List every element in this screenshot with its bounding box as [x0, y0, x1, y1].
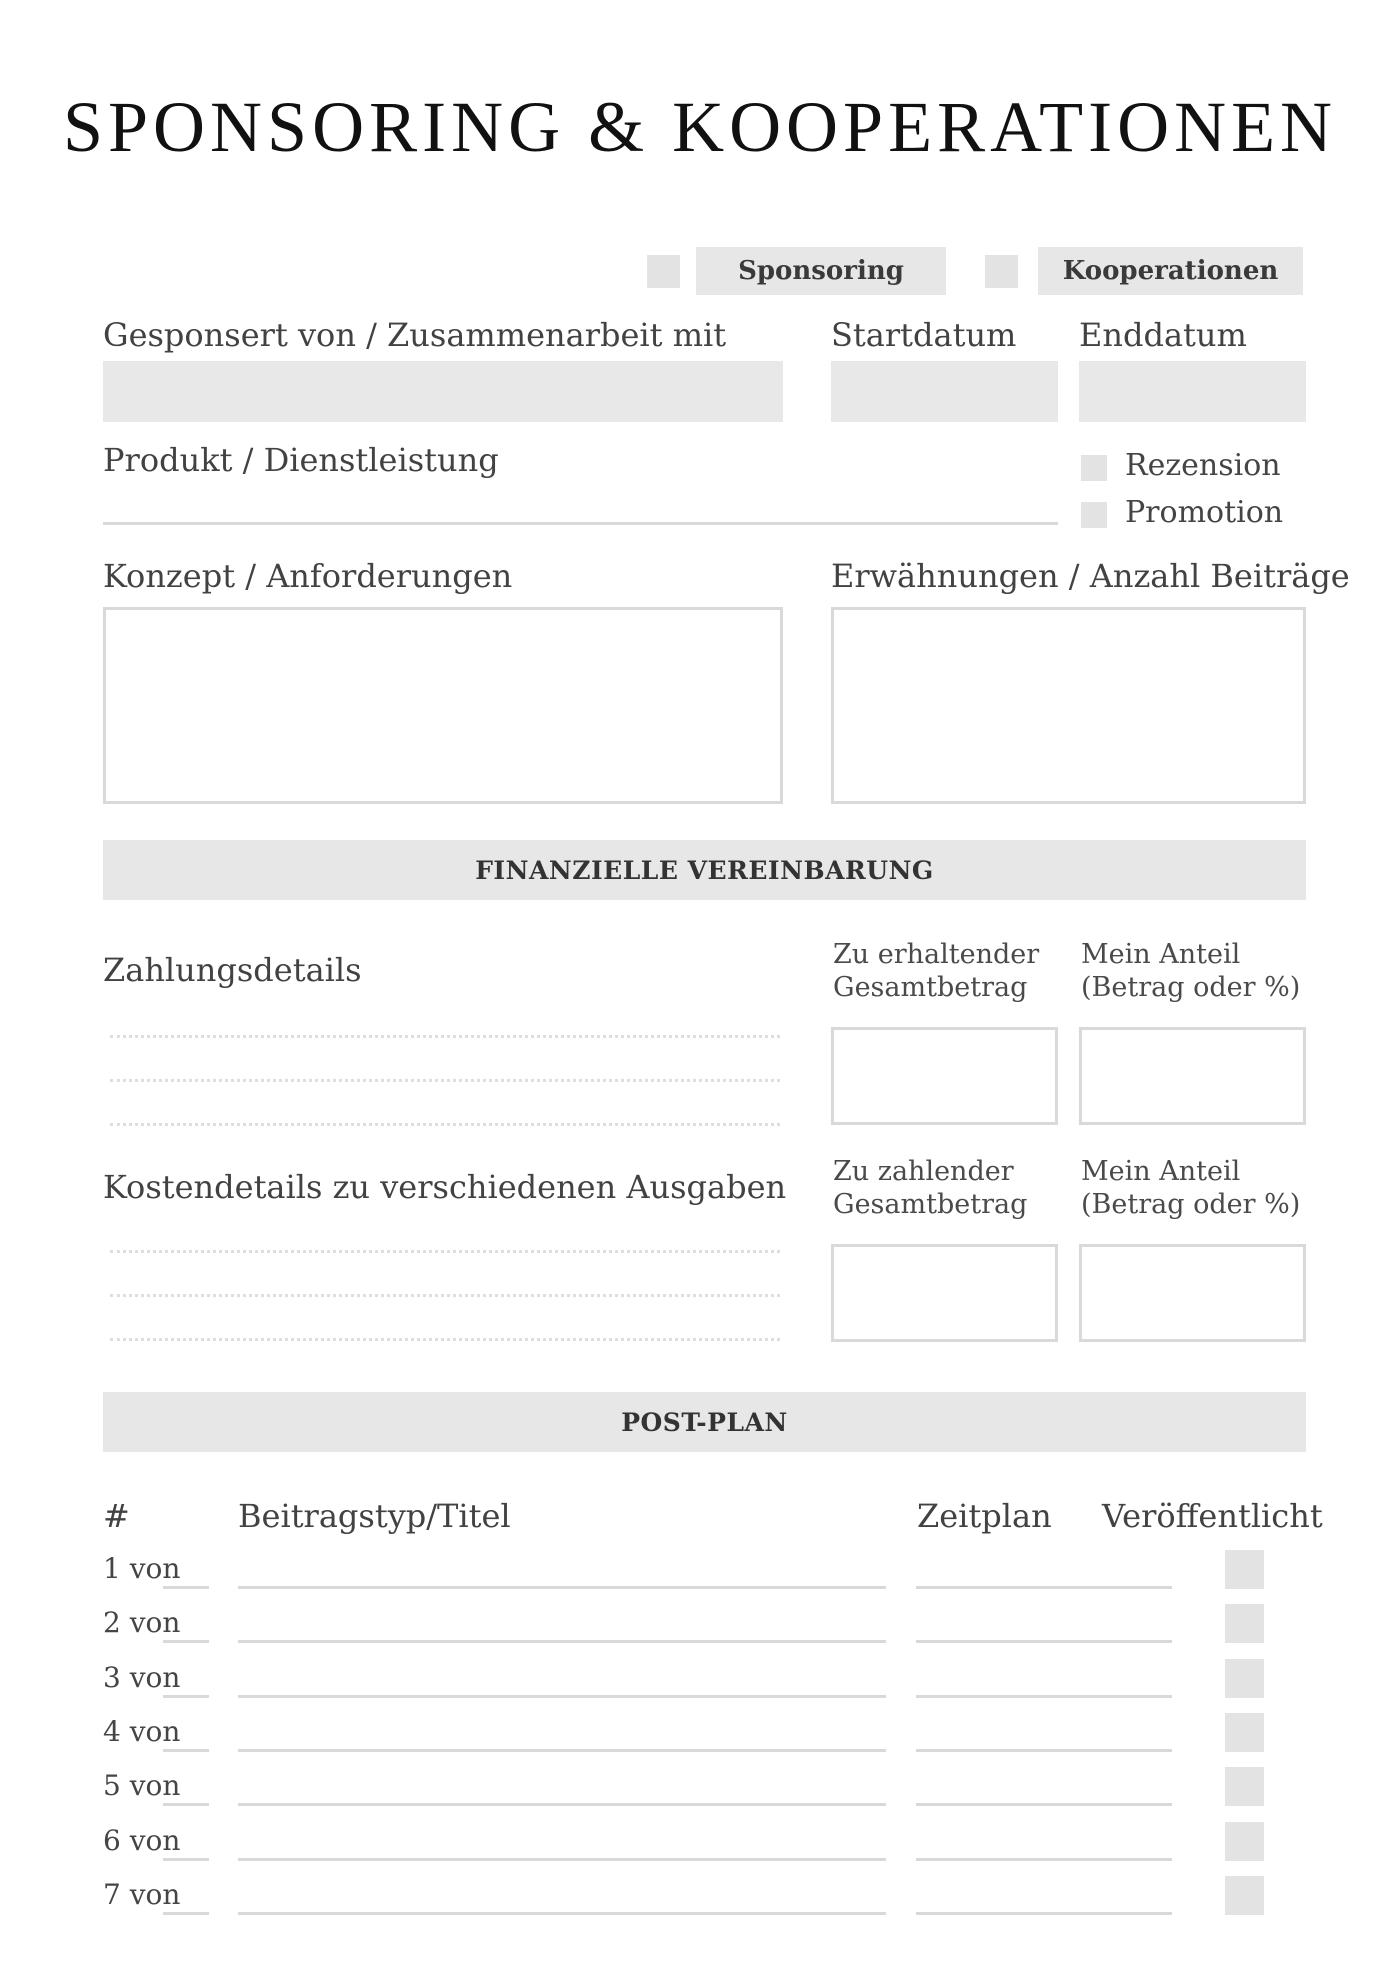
product-label: Produkt / Dienstleistung — [103, 441, 499, 479]
concept-label: Konzept / Anforderungen — [103, 557, 513, 595]
row-title-line[interactable] — [238, 1695, 886, 1698]
row-schedule-line[interactable] — [916, 1858, 1172, 1861]
row-number-label: 6 von — [103, 1824, 181, 1857]
row-total-line[interactable] — [163, 1912, 209, 1915]
sponsor-field[interactable] — [103, 361, 783, 422]
payment-details-label: Zahlungsdetails — [103, 951, 362, 989]
receive-total-field[interactable] — [831, 1027, 1058, 1125]
cost-details-label: Kostendetails zu verschiedenen Ausgaben — [103, 1168, 787, 1206]
payment-line[interactable] — [110, 1079, 780, 1082]
product-line[interactable] — [103, 522, 1058, 525]
row-total-line[interactable] — [163, 1695, 209, 1698]
sponsoring-label: Sponsoring — [696, 247, 946, 295]
published-checkbox[interactable] — [1225, 1713, 1264, 1752]
cost-line[interactable] — [110, 1294, 780, 1297]
col-number: # — [103, 1497, 130, 1535]
published-checkbox[interactable] — [1225, 1659, 1264, 1698]
my-share-b-label — [1081, 1155, 1300, 1221]
published-checkbox[interactable] — [1225, 1550, 1264, 1589]
row-title-line[interactable] — [238, 1803, 886, 1806]
finance-heading: FINANZIELLE VEREINBARUNG — [103, 840, 1306, 900]
col-type: Beitragstyp/Titel — [238, 1497, 511, 1535]
payment-line[interactable] — [110, 1035, 780, 1038]
my-share-field[interactable] — [1079, 1027, 1306, 1125]
published-checkbox[interactable] — [1225, 1767, 1264, 1806]
row-number-label: 1 von — [103, 1552, 181, 1585]
mentions-box[interactable] — [831, 607, 1306, 804]
row-total-line[interactable] — [163, 1858, 209, 1861]
my-share-b-line1: Mein Anteil — [1081, 1156, 1241, 1187]
my-share-b-field[interactable] — [1079, 1244, 1306, 1342]
row-title-line[interactable] — [238, 1640, 886, 1643]
published-checkbox[interactable] — [1225, 1822, 1264, 1861]
pay-total-label — [833, 1155, 1027, 1221]
mentions-label: Erwähnungen / Anzahl Beiträge — [831, 557, 1350, 595]
page-title: SPONSORING & KOOPERATIONEN — [62, 87, 1338, 167]
my-share-b-line2: (Betrag oder %) — [1081, 1189, 1301, 1220]
published-checkbox[interactable] — [1225, 1604, 1264, 1643]
row-schedule-line[interactable] — [916, 1912, 1172, 1915]
row-number-label: 3 von — [103, 1661, 181, 1694]
row-total-line[interactable] — [163, 1640, 209, 1643]
row-number-label: 2 von — [103, 1606, 181, 1639]
row-title-line[interactable] — [238, 1912, 886, 1915]
end-date-field[interactable] — [1079, 361, 1306, 422]
pay-total-line1: Zu zahlender — [833, 1156, 1014, 1187]
promotion-label: Promotion — [1125, 495, 1284, 530]
start-date-label: Startdatum — [831, 316, 1017, 354]
published-checkbox[interactable] — [1225, 1876, 1264, 1915]
pay-total-line2: Gesamtbetrag — [833, 1189, 1028, 1220]
row-schedule-line[interactable] — [916, 1640, 1172, 1643]
end-date-label: Enddatum — [1079, 316, 1247, 354]
row-total-line[interactable] — [163, 1803, 209, 1806]
payment-line[interactable] — [110, 1123, 780, 1126]
start-date-field[interactable] — [831, 361, 1058, 422]
receive-total-line1: Zu erhaltender — [833, 939, 1040, 970]
postplan-heading: POST-PLAN — [103, 1392, 1306, 1452]
row-number-label: 5 von — [103, 1769, 181, 1802]
cost-line[interactable] — [110, 1250, 780, 1253]
pay-total-field[interactable] — [831, 1244, 1058, 1342]
kooperationen-checkbox[interactable] — [985, 255, 1018, 288]
row-total-line[interactable] — [163, 1586, 209, 1589]
row-total-line[interactable] — [163, 1749, 209, 1752]
col-published: Veröffentlicht — [1102, 1497, 1323, 1535]
row-title-line[interactable] — [238, 1858, 886, 1861]
row-number-label: 4 von — [103, 1715, 181, 1748]
review-checkbox[interactable] — [1081, 455, 1107, 481]
row-title-line[interactable] — [238, 1749, 886, 1752]
concept-box[interactable] — [103, 607, 783, 804]
sponsor-label: Gesponsert von / Zusammenarbeit mit — [103, 316, 727, 354]
receive-total-line2: Gesamtbetrag — [833, 972, 1028, 1003]
col-schedule: Zeitplan — [917, 1497, 1052, 1535]
row-schedule-line[interactable] — [916, 1803, 1172, 1806]
row-title-line[interactable] — [238, 1586, 886, 1589]
receive-total-label — [833, 938, 1039, 1004]
kooperationen-label: Kooperationen — [1038, 247, 1303, 295]
row-number-label: 7 von — [103, 1878, 181, 1911]
cost-line[interactable] — [110, 1338, 780, 1341]
row-schedule-line[interactable] — [916, 1695, 1172, 1698]
my-share-line2: (Betrag oder %) — [1081, 972, 1301, 1003]
row-schedule-line[interactable] — [916, 1586, 1172, 1589]
promotion-checkbox[interactable] — [1081, 502, 1107, 528]
review-label: Rezension — [1125, 448, 1281, 483]
sponsoring-checkbox[interactable] — [647, 255, 680, 288]
row-schedule-line[interactable] — [916, 1749, 1172, 1752]
my-share-line1: Mein Anteil — [1081, 939, 1241, 970]
my-share-label — [1081, 938, 1300, 1004]
